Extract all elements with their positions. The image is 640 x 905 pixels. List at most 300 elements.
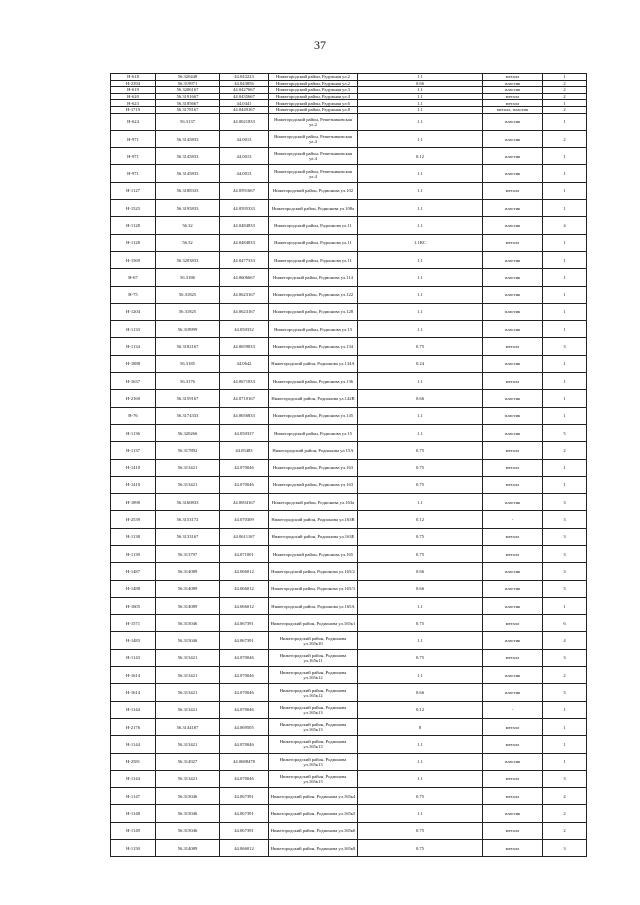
cell-address: Нижегородский район, Родионова ул.165к13: [269, 718, 358, 735]
cell-count: 3: [543, 511, 587, 528]
table-row: [111, 338, 587, 355]
cell-longitude: 44.0441: [220, 100, 269, 107]
cell-count: 1: [543, 234, 587, 251]
cell-address: Нижегородский район, Родионова ул.163: [269, 459, 358, 476]
cell-address: Нижегородский район, Родионова ул.142В: [269, 390, 358, 407]
cell-volume: 1.1: [358, 217, 483, 234]
cell-latitude: 56.313421: [156, 667, 220, 684]
cell-address: Нижегородский район, Решетниковская ул.4: [269, 130, 358, 147]
cell-id: Н-1148: [111, 805, 156, 822]
cell-material: пластик: [483, 251, 543, 268]
cell-volume: 1.1: [358, 321, 483, 338]
cell-count: 1: [543, 736, 587, 753]
cell-material: металл: [483, 442, 543, 459]
cell-id: Н-1128: [111, 234, 156, 251]
cell-material: пластик: [483, 303, 543, 320]
cell-id: Н-1890: [111, 494, 156, 511]
cell-longitude: 44.0659833: [220, 338, 269, 355]
cell-id: Н-1149: [111, 822, 156, 839]
cell-longitude: 44.0710167: [220, 390, 269, 407]
cell-latitude: 56.32: [156, 217, 220, 234]
cell-count: 3: [543, 649, 587, 666]
cell-material: пластик: [483, 217, 543, 234]
cell-material: пластик: [483, 805, 543, 822]
cell-volume: 1.1: [358, 373, 483, 390]
table-row: [111, 217, 587, 234]
cell-address: Нижегородский район, Родионова ул.165к12: [269, 667, 358, 684]
cell-id: Н-2176: [111, 718, 156, 735]
cell-volume: 1.1: [358, 130, 483, 147]
cell-address: Нижегородский район, Родионова ул.163: [269, 476, 358, 493]
cell-longitude: 44.0427667: [220, 87, 269, 94]
cell-address: Нижегородский район, Радужная ул.2: [269, 74, 358, 81]
cell-volume: 0.75: [358, 649, 483, 666]
cell-longitude: 44.0013: [220, 148, 269, 165]
cell-volume: 1.1: [358, 93, 483, 100]
cell-material: металл: [483, 788, 543, 805]
cell-id: Н-623: [111, 100, 156, 107]
cell-longitude: 44.066012: [220, 563, 269, 580]
cell-latitude: 56.31825: [156, 303, 220, 320]
table-row: [111, 788, 587, 805]
cell-latitude: 56.3153172: [156, 511, 220, 528]
cell-latitude: 56.319971: [156, 80, 220, 87]
cell-id: Н-1888: [111, 355, 156, 372]
cell-id: Н-2160: [111, 390, 156, 407]
table-row: [111, 770, 587, 787]
cell-material: -: [483, 701, 543, 718]
cell-longitude: 44.050337: [220, 424, 269, 441]
cell-count: 3: [543, 840, 587, 857]
table-row: [111, 545, 587, 562]
cell-count: 3: [543, 580, 587, 597]
cell-id: Н-1150: [111, 840, 156, 857]
table-row: [111, 615, 587, 632]
cell-address: Нижегородский район, Радужная ул.6: [269, 100, 358, 107]
cell-material: металл: [483, 545, 543, 562]
cell-latitude: 56.3145833: [156, 130, 220, 147]
cell-material: пластик: [483, 130, 543, 147]
cell-address: Нижегородский район, Родионова ул.11: [269, 234, 358, 251]
cell-latitude: 56.315046: [156, 805, 220, 822]
cell-address: Нижегородский район, Родионова ул.128: [269, 303, 358, 320]
cell-longitude: 44.070046: [220, 736, 269, 753]
cell-latitude: 56.313421: [156, 701, 220, 718]
cell-material: пластик: [483, 684, 543, 701]
cell-latitude: 56.314089: [156, 580, 220, 597]
cell-id: Н-1144: [111, 770, 156, 787]
table-row: [111, 736, 587, 753]
cell-longitude: 44.067391: [220, 805, 269, 822]
cell-address: Нижегородский район, Родионова ул.145: [269, 407, 358, 424]
cell-latitude: 56.314089: [156, 597, 220, 614]
cell-count: 1: [543, 701, 587, 718]
cell-address: Нижегородский район, Родионова ул.165: [269, 545, 358, 562]
cell-material: пластик: [483, 321, 543, 338]
cell-address: Нижегородский район, Родионова ул.165к4: [269, 788, 358, 805]
cell-address: Нижегородский район, Родионова ул.165к12: [269, 684, 358, 701]
cell-address: Нижегородский район, Решетниковская ул.4: [269, 165, 358, 182]
cell-volume: 1.1: [358, 424, 483, 441]
cell-count: 1: [543, 476, 587, 493]
cell-count: 4: [543, 788, 587, 805]
cell-address: Нижегородский район, Радужная ул.8: [269, 106, 358, 113]
cell-material: металл: [483, 234, 543, 251]
table-row: [111, 303, 587, 320]
cell-id: Н-624: [111, 113, 156, 130]
cell-material: металл: [483, 649, 543, 666]
cell-count: 2: [543, 442, 587, 459]
cell-volume: 0.12: [358, 701, 483, 718]
cell-count: 1: [543, 251, 587, 268]
cell-latitude: 56.3206167: [156, 87, 220, 94]
cell-volume: 1.1: [358, 632, 483, 649]
cell-id: Н-1483: [111, 632, 156, 649]
container-sites-table: [110, 73, 587, 857]
cell-longitude: 44.0591667: [220, 182, 269, 199]
table-row: [111, 563, 587, 580]
cell-material: пластик: [483, 390, 543, 407]
table-row: [111, 355, 587, 372]
cell-material: металл: [483, 528, 543, 545]
cell-latitude: 56.3178167: [156, 106, 220, 113]
cell-volume: 0.24: [358, 355, 483, 372]
cell-address: Нижегородский район, Родионова ул.122: [269, 286, 358, 303]
cell-latitude: 56.3133167: [156, 528, 220, 545]
cell-count: 4: [543, 632, 587, 649]
table-row: [111, 667, 587, 684]
cell-id: Н-1128: [111, 217, 156, 234]
cell-material: пластик: [483, 580, 543, 597]
cell-longitude: 44.070046: [220, 684, 269, 701]
cell-longitude: 44.0671833: [220, 373, 269, 390]
cell-id: Н-1410: [111, 459, 156, 476]
cell-volume: 0.75: [358, 459, 483, 476]
cell-material: пластик: [483, 269, 543, 286]
cell-count: 1: [543, 74, 587, 81]
cell-longitude: 44.0484833: [220, 217, 269, 234]
cell-material: пластик: [483, 597, 543, 614]
cell-address: Нижегородский район, Родионова ул.13: [269, 321, 358, 338]
cell-id: Н-1147: [111, 788, 156, 805]
cell-count: 1: [543, 286, 587, 303]
cell-longitude: 44.067391: [220, 632, 269, 649]
cell-address: Нижегородский район, Родионова ул.165к13: [269, 753, 358, 770]
cell-material: пластик: [483, 200, 543, 217]
cell-volume: 1.1: [358, 753, 483, 770]
cell-longitude: 44.067391: [220, 615, 269, 632]
cell-address: Нижегородский район, Родионова ул.15: [269, 424, 358, 441]
cell-count: 3: [543, 528, 587, 545]
cell-material: металл: [483, 74, 543, 81]
cell-latitude: 56.315046: [156, 632, 220, 649]
cell-count: 2: [543, 87, 587, 94]
cell-address: Нижегородский район, Родионова ул.11: [269, 251, 358, 268]
cell-id: Н-2539: [111, 511, 156, 528]
cell-id: Н-1605: [111, 597, 156, 614]
cell-latitude: 56.315046: [156, 788, 220, 805]
cell-volume: 1.1: [358, 113, 483, 130]
cell-latitude: 56.3186: [156, 269, 220, 286]
cell-material: пластик: [483, 113, 543, 130]
cell-volume: 1.1: [358, 251, 483, 268]
cell-volume: 1.1: [358, 303, 483, 320]
cell-latitude: 56.3137: [156, 113, 220, 130]
table-row: [111, 442, 587, 459]
cell-volume: 0.75: [358, 822, 483, 839]
table-row: [111, 840, 587, 857]
cell-volume: 8: [358, 718, 483, 735]
cell-address: Нижегородский район, Родионова ул.165к13: [269, 736, 358, 753]
cell-address: Нижегородский район, Родионова ул.165к11: [269, 649, 358, 666]
cell-volume: 0.75: [358, 528, 483, 545]
cell-count: 1: [543, 407, 587, 424]
table-row: [111, 580, 587, 597]
cell-id: Н-1571: [111, 615, 156, 632]
cell-longitude: 44.070046: [220, 770, 269, 787]
cell-latitude: 56.3191667: [156, 93, 220, 100]
cell-count: 3: [543, 338, 587, 355]
cell-id: Н-1144: [111, 701, 156, 718]
cell-material: пластик: [483, 355, 543, 372]
cell-longitude: 44.0606667: [220, 269, 269, 286]
cell-volume: 1.1КС: [358, 234, 483, 251]
cell-id: Н-76: [111, 407, 156, 424]
cell-volume: 0.12: [358, 148, 483, 165]
cell-id: Н-1204: [111, 303, 156, 320]
cell-address: Нижегородский район, Родионова ул.165к6: [269, 822, 358, 839]
cell-longitude: 44.067391: [220, 788, 269, 805]
cell-count: 1: [543, 303, 587, 320]
table-row: [111, 148, 587, 165]
cell-count: 2: [543, 667, 587, 684]
cell-longitude: 44.069505: [220, 718, 269, 735]
cell-id: Н-1719: [111, 106, 156, 113]
table-row: [111, 822, 587, 839]
cell-address: Нижегородский район, Родионова ул.134: [269, 338, 358, 355]
table-row: [111, 93, 587, 100]
cell-material: металл: [483, 822, 543, 839]
cell-count: 5: [543, 424, 587, 441]
cell-latitude: 56.314089: [156, 563, 220, 580]
cell-volume: 1.1: [358, 286, 483, 303]
cell-longitude: 44.0656833: [220, 407, 269, 424]
cell-material: металл: [483, 840, 543, 857]
cell-material: пластик: [483, 667, 543, 684]
cell-id: Н-1136: [111, 424, 156, 441]
cell-volume: 0.66: [358, 563, 483, 580]
table-row: [111, 80, 587, 87]
table-row: [111, 459, 587, 476]
cell-id: Н-618: [111, 74, 156, 81]
cell-latitude: 56.313421: [156, 649, 220, 666]
cell-material: пластик: [483, 80, 543, 87]
cell-material: металл: [483, 736, 543, 753]
table-row: [111, 753, 587, 770]
cell-volume: 1.1: [358, 770, 483, 787]
cell-address: Нижегородский район, Родионова ул.165А: [269, 597, 358, 614]
cell-address: Нижегородский район, Родионова ул.102: [269, 182, 358, 199]
cell-address: Нижегородский район, Родионова ул.163Е: [269, 528, 358, 545]
cell-address: Нижегородский район, Родионова ул.11: [269, 217, 358, 234]
cell-count: 3: [543, 545, 587, 562]
table-row: [111, 87, 587, 94]
cell-latitude: 56.3176: [156, 373, 220, 390]
cell-longitude: 44.050332: [220, 321, 269, 338]
cell-latitude: 56.3182167: [156, 338, 220, 355]
cell-material: металл: [483, 718, 543, 735]
cell-address: Нижегородский район, Родионова ул.134А: [269, 355, 358, 372]
cell-volume: 1.1: [358, 165, 483, 182]
cell-count: 3: [543, 770, 587, 787]
cell-latitude: 56.320448: [156, 74, 220, 81]
cell-count: 1: [543, 718, 587, 735]
cell-address: Нижегородский район, Родионова ул.163В: [269, 511, 358, 528]
cell-address: Нижегородский район, Родионова ул.165к1: [269, 615, 358, 632]
cell-longitude: 44.0449167: [220, 106, 269, 113]
table-row: [111, 234, 587, 251]
table-row: [111, 251, 587, 268]
cell-latitude: 56.320266: [156, 424, 220, 441]
cell-id: Н-1144: [111, 736, 156, 753]
cell-volume: 1.1: [358, 407, 483, 424]
cell-volume: 0.75: [358, 338, 483, 355]
cell-latitude: 56.313797: [156, 545, 220, 562]
cell-longitude: 44.0013: [220, 130, 269, 147]
cell-count: 1: [543, 390, 587, 407]
cell-longitude: 44.0623167: [220, 286, 269, 303]
cell-volume: 1.1: [358, 106, 483, 113]
cell-longitude: 44.070046: [220, 649, 269, 666]
cell-count: 2: [543, 93, 587, 100]
cell-latitude: 56.314089: [156, 840, 220, 857]
cell-address: Нижегородский район, Родионова ул.165к10: [269, 632, 358, 649]
cell-volume: 1.1: [358, 805, 483, 822]
table-row: [111, 113, 587, 130]
cell-latitude: 56.3185667: [156, 100, 220, 107]
cell-longitude: 44.066012: [220, 597, 269, 614]
cell-longitude: 44.05483: [220, 442, 269, 459]
cell-id: Н-1614: [111, 667, 156, 684]
cell-longitude: 44.0611167: [220, 528, 269, 545]
cell-latitude: 56.313421: [156, 736, 220, 753]
cell-material: металл: [483, 373, 543, 390]
cell-count: 3: [543, 684, 587, 701]
cell-id: Н-2394: [111, 80, 156, 87]
cell-material: пластик: [483, 87, 543, 94]
cell-latitude: 56.313421: [156, 476, 220, 493]
cell-address: Нижегородский район, Родионова ул.136: [269, 373, 358, 390]
cell-longitude: 44.066012: [220, 840, 269, 857]
table-row: [111, 130, 587, 147]
cell-latitude: 56.315046: [156, 822, 220, 839]
cell-material: металл: [483, 100, 543, 107]
table-row: [111, 100, 587, 107]
cell-material: пластик: [483, 407, 543, 424]
cell-volume: 1.1: [358, 269, 483, 286]
cell-latitude: 56.318999: [156, 321, 220, 338]
cell-longitude: 44.070046: [220, 459, 269, 476]
cell-id: Н-1487: [111, 563, 156, 580]
cell-id: Н-971: [111, 148, 156, 165]
cell-latitude: 56.314927: [156, 753, 220, 770]
cell-volume: 0.66: [358, 80, 483, 87]
table-row: [111, 321, 587, 338]
cell-id: Н-620: [111, 93, 156, 100]
cell-id: Н-971: [111, 130, 156, 147]
table-row: [111, 373, 587, 390]
cell-address: Нижегородский район, Родионова ул.165к8: [269, 840, 358, 857]
cell-latitude: 56.3203833: [156, 251, 220, 268]
cell-count: 1: [543, 113, 587, 130]
cell-volume: 0.66: [358, 580, 483, 597]
cell-volume: 1.1: [358, 182, 483, 199]
cell-id: Н-67: [111, 269, 156, 286]
cell-count: 2: [543, 822, 587, 839]
cell-id: Н-1133: [111, 321, 156, 338]
cell-longitude: 44.070309: [220, 511, 269, 528]
cell-address: Нижегородский район, Родионова ул.165к5: [269, 805, 358, 822]
table-row: [111, 632, 587, 649]
cell-material: металл: [483, 338, 543, 355]
cell-count: 2: [543, 805, 587, 822]
cell-longitude: 44.0013: [220, 165, 269, 182]
cell-id: Н-1137: [111, 442, 156, 459]
cell-address: Нижегородский район, Родионова ул.114: [269, 269, 358, 286]
cell-volume: 1.1: [358, 87, 483, 94]
cell-address: Нижегородский район, Родионова ул.165/2: [269, 563, 358, 580]
cell-latitude: 56.3145833: [156, 165, 220, 182]
cell-volume: 1.1: [358, 200, 483, 217]
cell-longitude: 44.0484833: [220, 234, 269, 251]
cell-count: 1: [543, 753, 587, 770]
table-row: [111, 182, 587, 199]
cell-id: Н-1488: [111, 580, 156, 597]
table-row: [111, 390, 587, 407]
cell-address: Нижегородский район, Радужная ул.2: [269, 80, 358, 87]
cell-address: Нижегородский район, Родионова ул.165к13: [269, 770, 358, 787]
cell-count: 2: [543, 106, 587, 113]
cell-volume: 1.1: [358, 74, 483, 81]
cell-longitude: 44.0623167: [220, 303, 269, 320]
cell-count: 1: [543, 459, 587, 476]
cell-id: Н-1143: [111, 649, 156, 666]
cell-longitude: 44.0694167: [220, 494, 269, 511]
cell-count: 1: [543, 182, 587, 199]
cell-volume: 1.1: [358, 494, 483, 511]
cell-id: Н-619: [111, 87, 156, 94]
cell-volume: 1.1: [358, 667, 483, 684]
cell-latitude: 56.3145833: [156, 148, 220, 165]
cell-count: 1: [543, 100, 587, 107]
cell-address: Нижегородский район, Решетниковская ул.2: [269, 113, 358, 130]
cell-material: металл: [483, 93, 543, 100]
cell-address: Нижегородский район, Родионова ул.15А: [269, 442, 358, 459]
cell-material: -: [483, 511, 543, 528]
cell-volume: 0.75: [358, 788, 483, 805]
cell-id: Н-1410: [111, 476, 156, 493]
cell-count: 6: [543, 615, 587, 632]
table-row: [111, 74, 587, 81]
cell-count: 1: [543, 597, 587, 614]
table-row: [111, 718, 587, 735]
cell-longitude: 44.070046: [220, 667, 269, 684]
cell-id: Н-1569: [111, 251, 156, 268]
cell-material: металл: [483, 476, 543, 493]
cell-latitude: 56.3195833: [156, 200, 220, 217]
cell-volume: 0.12: [358, 511, 483, 528]
cell-volume: 1.1: [358, 736, 483, 753]
